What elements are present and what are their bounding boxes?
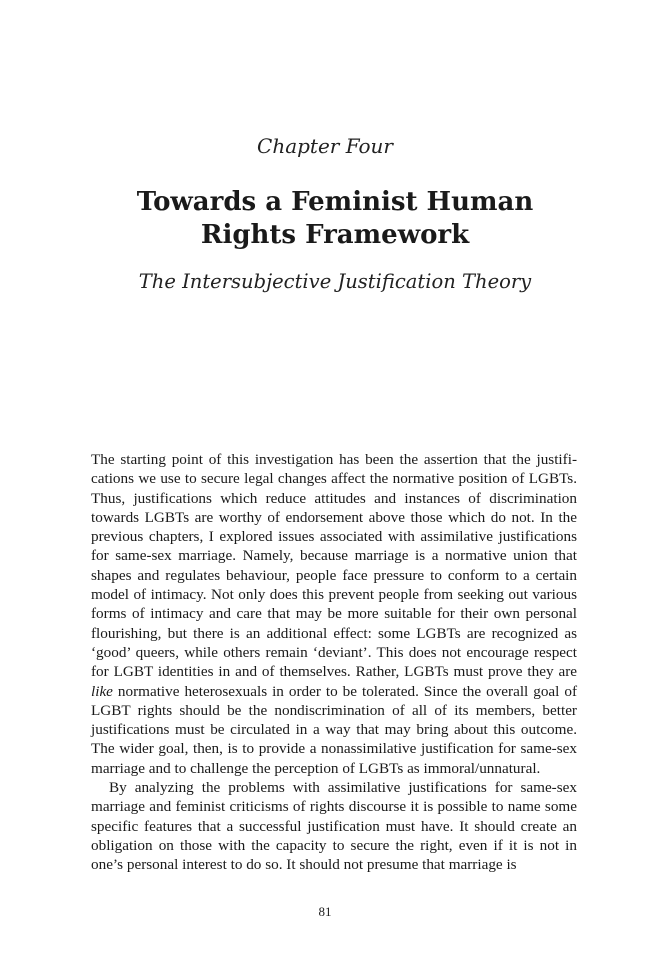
emphasis-like: like: [91, 682, 113, 700]
chapter-label: Chapter Four: [257, 134, 393, 158]
chapter-title: Towards a Feminist Human Rights Framework: [136, 187, 534, 250]
body-text: [91, 450, 577, 875]
paragraph-1-text-a: The starting point of this investigation has been the assertion that the justifications we use to secure legal changes affect the normative position of LGBTs. Thus, justifications which reduce attitudes and instances of discrimination towards LGBTs are worthy of endorsement above those which do not. In the previous chapters, I explored issues associated with assimilative justifications for same-sex marriage. Namely, because marriage is a normative union that shapes and regulates behaviour, people face pressure to conform to a certain model of intimacy. Not only does this prevent people from seeking out various forms of intimacy and care that may be more suitable for their own personal flourishing, but there is an additional effect: some LGBTs are recognized as ‘good’ queers, while others remain ‘deviant’. This does not encourage respect for LGBT identities in and of themselves. Rather, LGBTs must prove they are: [91, 451, 577, 681]
paragraph-2: By analyzing the problems with assimilative justifications for same-sex marriage and feminist criticisms of rights discourse it is possible to name some specific features that a successful justification must have. It should create an obligation on those with the capacity to secure the right, even if it is not in one’s personal interest to do so. It should not presume that marriage is: [91, 779, 577, 874]
page-number: 81: [318, 904, 332, 919]
paragraph-1-text-b: normative heterosexuals in order to be tolerated. Since the overall goal of LGBT rights should be the nondiscrimination of all of its members, better justifications must be circulated in a way that may bring about this outcome. The wider goal, then, is to provide a nonassimilative justification for same-sex marriage and to challenge the perception of LGBTs as immoral/unnatural.: [91, 682, 578, 777]
chapter-subtitle: The Intersubjective Justification Theory: [138, 270, 532, 293]
paragraph-1: [91, 450, 577, 778]
